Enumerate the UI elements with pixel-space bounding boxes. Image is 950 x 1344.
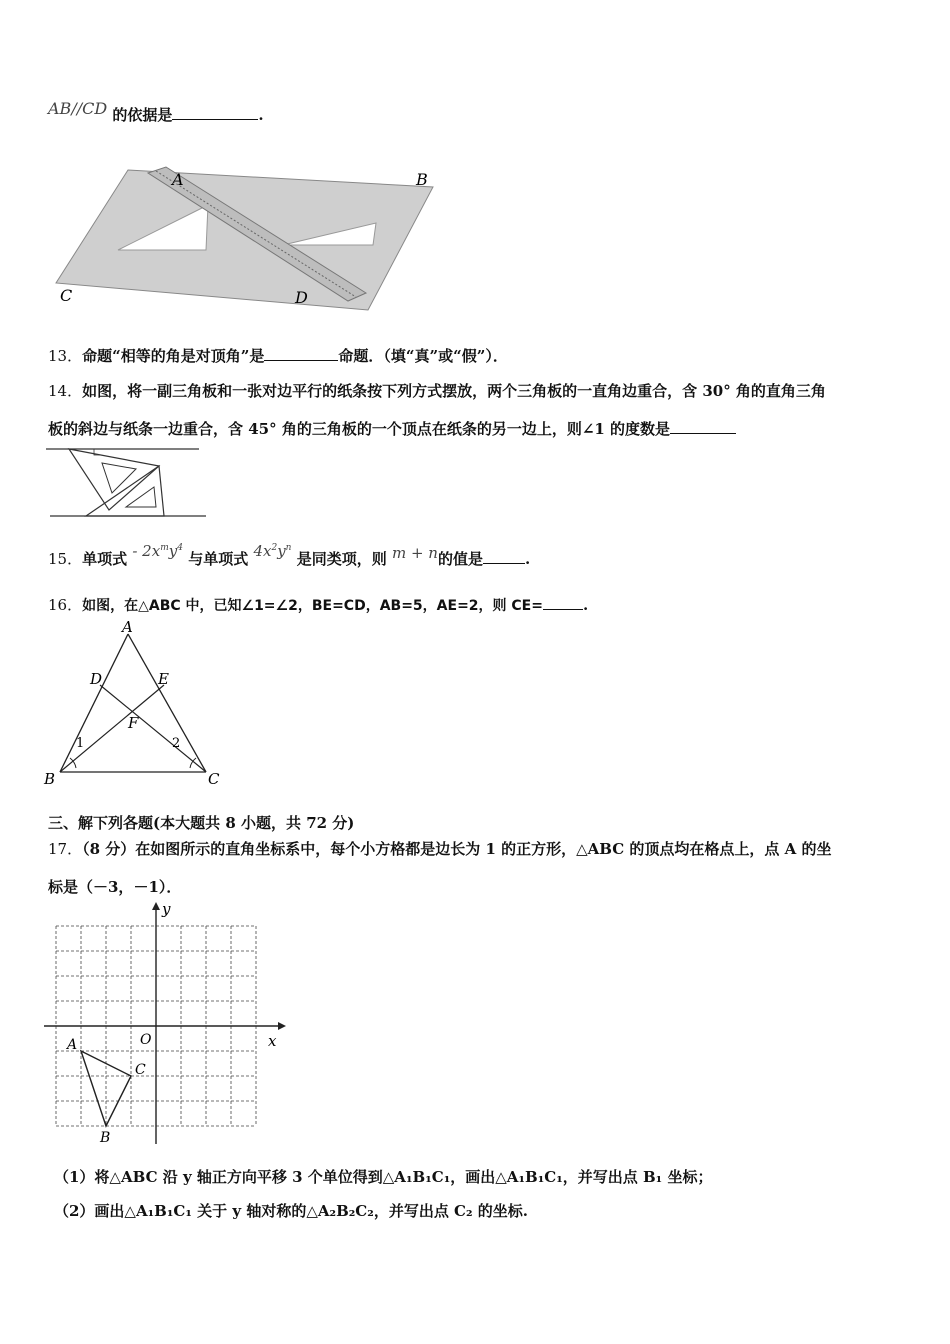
q17-coordinate-grid [40,898,290,1148]
axis-label-y: y [162,900,171,918]
parallelogram-board [56,170,433,310]
q16 [48,594,588,615]
point-label-b: B [100,1130,111,1146]
triangle-30 [69,449,159,510]
q16-label-d: D [90,670,103,688]
q14-answer-blank[interactable] [670,419,736,434]
q14-text-1: 如图，将一副三角板和一张对边平行的纸条按下列方式摆放，两个三角板的一直角边重合，含 30° 角的直角三角 [82,382,826,400]
q15-mid: 与单项式 [188,550,249,568]
q15-post: 是同类项，则 [296,550,387,568]
q12-end: . [258,106,264,124]
q13 [48,345,508,366]
q15-expression: m + n [391,544,438,562]
segment-cd [100,685,206,772]
x-axis-arrow [278,1022,286,1030]
triangle-45 [86,466,164,516]
q12-math: AB//CD [48,99,108,118]
q17-line2 [48,876,181,897]
q16-label-b: B [44,770,56,788]
y-axis-arrow [152,902,160,910]
q16-text: 如图，在△ABC 中，已知∠1=∠2，BE=CD，AB=5，AE=2，则 CE= [82,598,543,614]
q12-text: 的依据是 [112,106,173,124]
q12-label-d: D [295,288,308,307]
q15-answer-blank[interactable] [483,549,525,564]
q16-end: . [582,596,589,614]
q15-monomial-2: $4x^2y^n$ [253,542,292,560]
section-3-title: 三、解下列各题(本大题共 8 小题，共 72 分) [48,814,355,832]
q16-figure [40,620,230,790]
q15-tail: 的值是 [437,550,483,568]
q13-post: 命题．（填“真”或“假”）． [338,347,508,365]
q13-pre: 命题“相等的角是对顶角”是 [82,347,265,365]
q15-pre: 单项式 [82,550,128,568]
q15-end: . [524,550,531,568]
origin-label: O [140,1032,152,1048]
q16-number: 16． [48,596,83,614]
q12-figure [48,165,443,315]
axis-label-x: x [268,1032,277,1050]
segment-be [60,685,164,772]
point-label-a: A [67,1037,78,1053]
q17-text-2: 标是（－3，－1）． [48,878,182,896]
q16-angle-1: 1 [76,736,85,751]
q12-label-c: C [60,286,73,305]
q16-label-c: C [208,770,220,788]
point-label-c: C [135,1062,146,1078]
q13-number: 13． [48,347,83,365]
q14-line1 [48,380,826,401]
q15 [48,542,531,569]
q12-label-a: A [172,170,184,189]
q15-number: 15． [48,550,83,568]
q12-answer-blank[interactable] [172,105,258,120]
q12-line [48,99,264,125]
q15-monomial-1: - $2x^my^4$ [132,542,183,560]
q16-label-f: F [128,714,139,732]
q16-answer-blank[interactable] [543,595,583,610]
q16-angle-2: 2 [172,736,181,751]
q14-number: 14． [48,382,83,400]
q14-text-2: 板的斜边与纸条一边重合，含 45° 角的三角板的一个顶点在纸条的另一边上，则∠1 的度数是 [48,420,671,438]
q17-line1 [48,838,832,859]
q13-answer-blank[interactable] [264,346,338,361]
q16-label-a: A [122,620,133,636]
q17-part-1: （1）将△ABC 沿 y 轴正方向平移 3 个单位得到△A₁B₁C₁，画出△A₁B₁C₁，并写出点 B₁ 坐标； [54,1168,713,1186]
q14-figure [44,445,209,520]
q17-text-1: （8 分）在如图所示的直角坐标系中，每个小方格都是边长为 1 的正方形，△ABC 的顶点均在格点上，点 A 的坐 [82,840,832,858]
q12-label-b: B [416,170,428,189]
q17-part-2: （2）画出△A₁B₁C₁ 关于 y 轴对称的△A₂B₂C₂，并写出点 C₂ 的坐标. [54,1202,528,1220]
q16-label-e: E [158,670,169,688]
q14-line2 [48,418,736,439]
q17-number: 17． [48,840,83,858]
